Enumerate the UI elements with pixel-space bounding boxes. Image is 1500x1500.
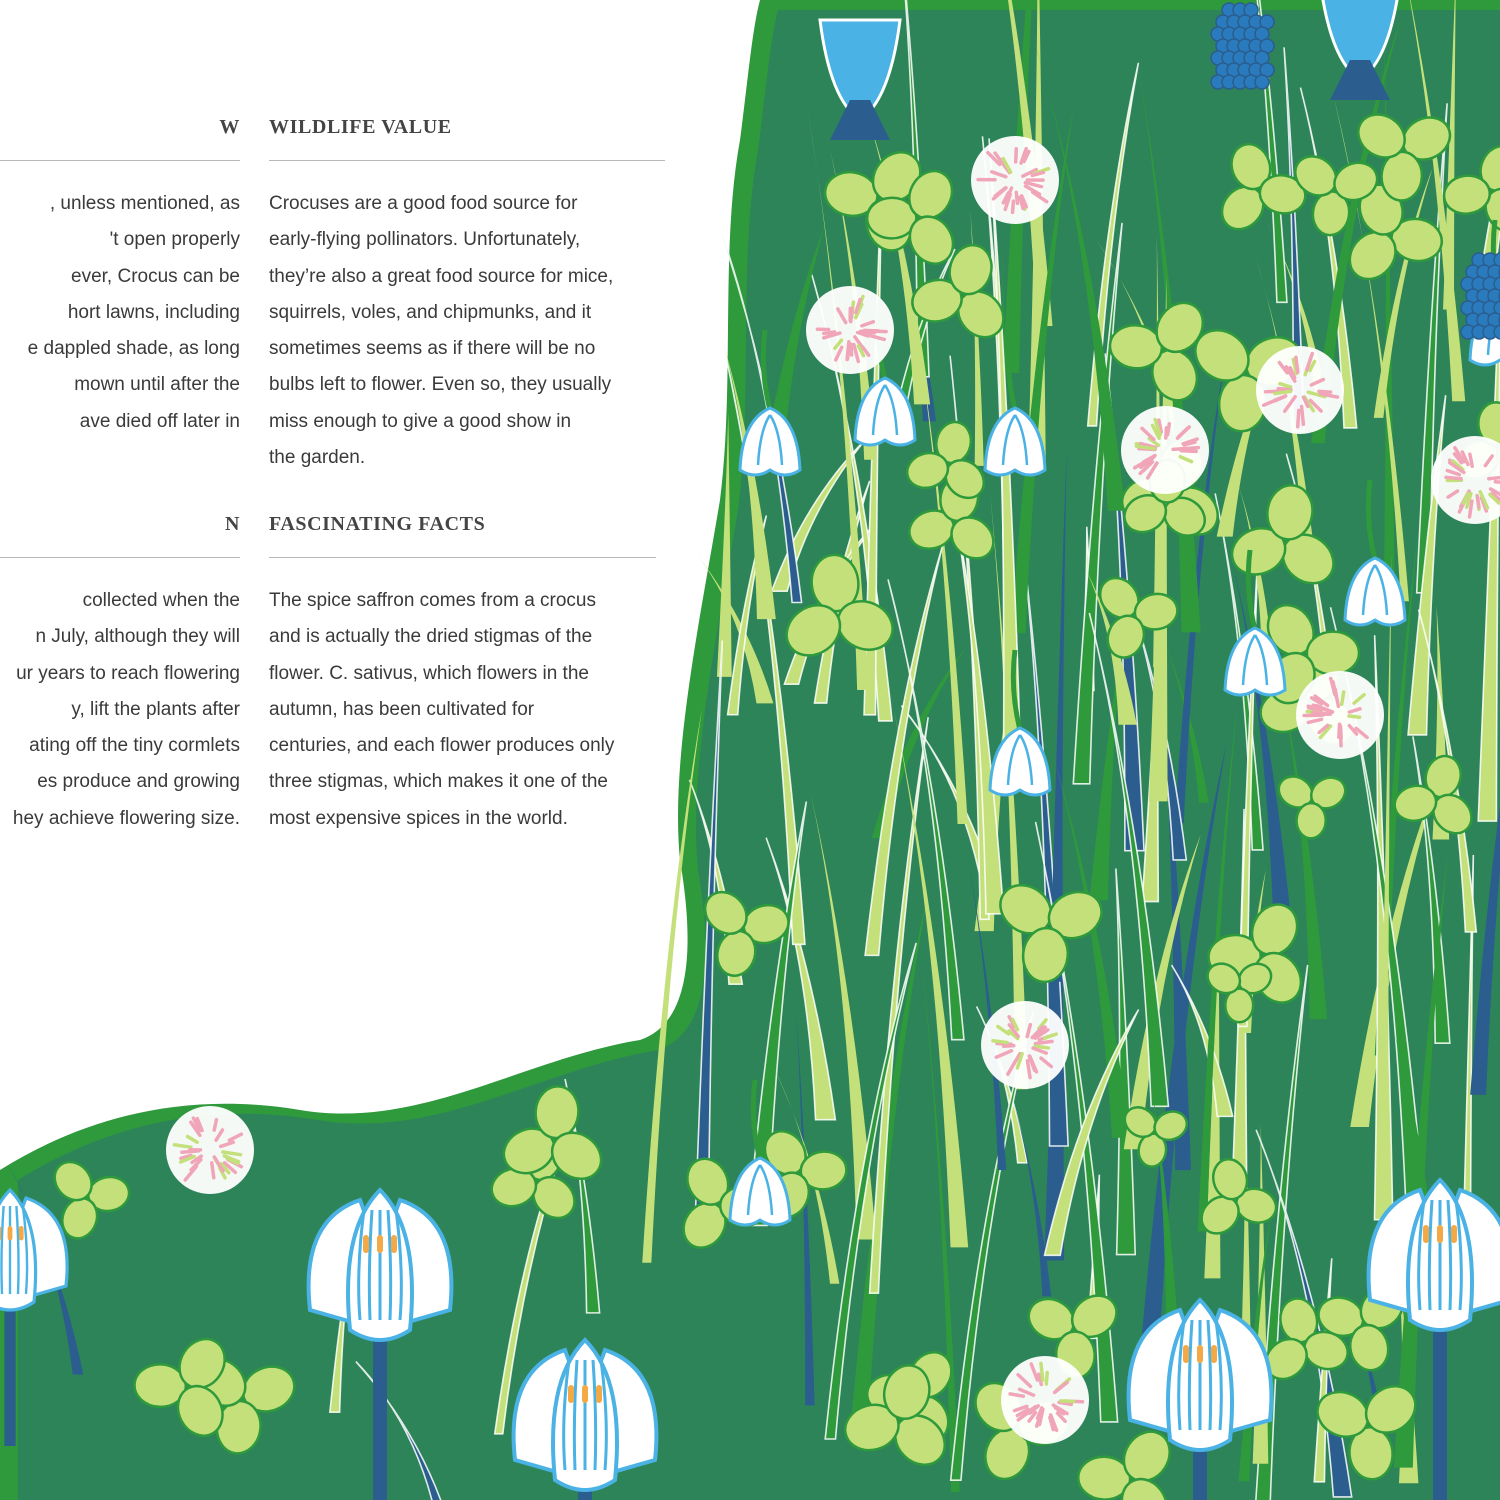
section-heading-wildlife-value: WILDLIFE VALUE (269, 116, 452, 138)
clover-flower (971, 136, 1059, 224)
body-line: ating off the tiny cormlets (29, 735, 240, 757)
body-line: hey achieve flowering size. (12, 807, 240, 829)
body-line: , unless mentioned, as (49, 193, 240, 214)
body-line: early-flying pollinators. Unfortunately, (269, 229, 581, 251)
how-to-grow-section (0, 112, 240, 440)
clover-flower (166, 1106, 254, 1194)
section-heading-propagation: N (224, 513, 240, 535)
body-line: n July, although they will (35, 626, 240, 648)
section-divider (269, 557, 656, 558)
body-line: collected when the (82, 590, 240, 611)
body-line: ever, Crocus can be (71, 265, 240, 287)
section-divider (0, 160, 240, 161)
clover-flower (1001, 1356, 1089, 1444)
body-line: centuries, and each flower produces only (269, 735, 615, 757)
fascinating-facts-section (269, 509, 656, 837)
wildlife-value-body (269, 186, 665, 476)
section-heading-fascinating-facts: FASCINATING FACTS (269, 513, 486, 535)
body-line: The spice saffron comes from a crocus (269, 590, 596, 611)
section-divider (269, 160, 665, 161)
body-line: ur years to reach flowering (16, 662, 240, 684)
left-text-column (0, 0, 245, 900)
body-line: mown until after the (74, 374, 240, 396)
clover-flower (1121, 406, 1209, 494)
body-line: most expensive spices in the world. (269, 807, 568, 829)
body-line: ave died off later in (79, 410, 240, 432)
body-line: squirrels, voles, and chipmunks, and it (269, 301, 592, 323)
propagation-body (0, 583, 240, 837)
section-heading-how-to-grow: W (219, 116, 240, 138)
body-line: the garden. (269, 447, 366, 469)
how-to-grow-body (0, 186, 240, 440)
body-line: miss enough to give a good show in (269, 410, 572, 432)
clover-flower (806, 286, 894, 374)
wildlife-value-section (269, 112, 665, 476)
grape-hyacinth-flower (1211, 3, 1274, 89)
body-line: they’re also a great food source for mice, (269, 265, 614, 287)
body-line: three stigmas, which makes it one of the (269, 771, 608, 793)
clover-flower (1296, 671, 1384, 759)
body-line: flower. C. sativus, which flowers in the (269, 662, 589, 684)
body-line: bulbs left to flower. Even so, they usually (269, 374, 612, 396)
propagation-section (0, 509, 240, 837)
body-line: 't open properly (109, 229, 240, 251)
body-line: Crocuses are a good food source for (269, 193, 578, 214)
section-divider (0, 557, 240, 558)
right-text-column (269, 0, 665, 900)
body-line: autumn, has been cultivated for (269, 698, 535, 720)
body-line: y, lift the plants after (71, 698, 240, 720)
body-line: es produce and growing (37, 771, 240, 793)
clover-flower (981, 1001, 1069, 1089)
body-line: e dappled shade, as long (27, 338, 240, 360)
fascinating-facts-body (269, 583, 656, 837)
clover-flower (1256, 346, 1344, 434)
body-line: and is actually the dried stigmas of the (269, 626, 593, 648)
body-line: sometimes seems as if there will be no (269, 338, 596, 360)
body-line: hort lawns, including (67, 301, 240, 323)
